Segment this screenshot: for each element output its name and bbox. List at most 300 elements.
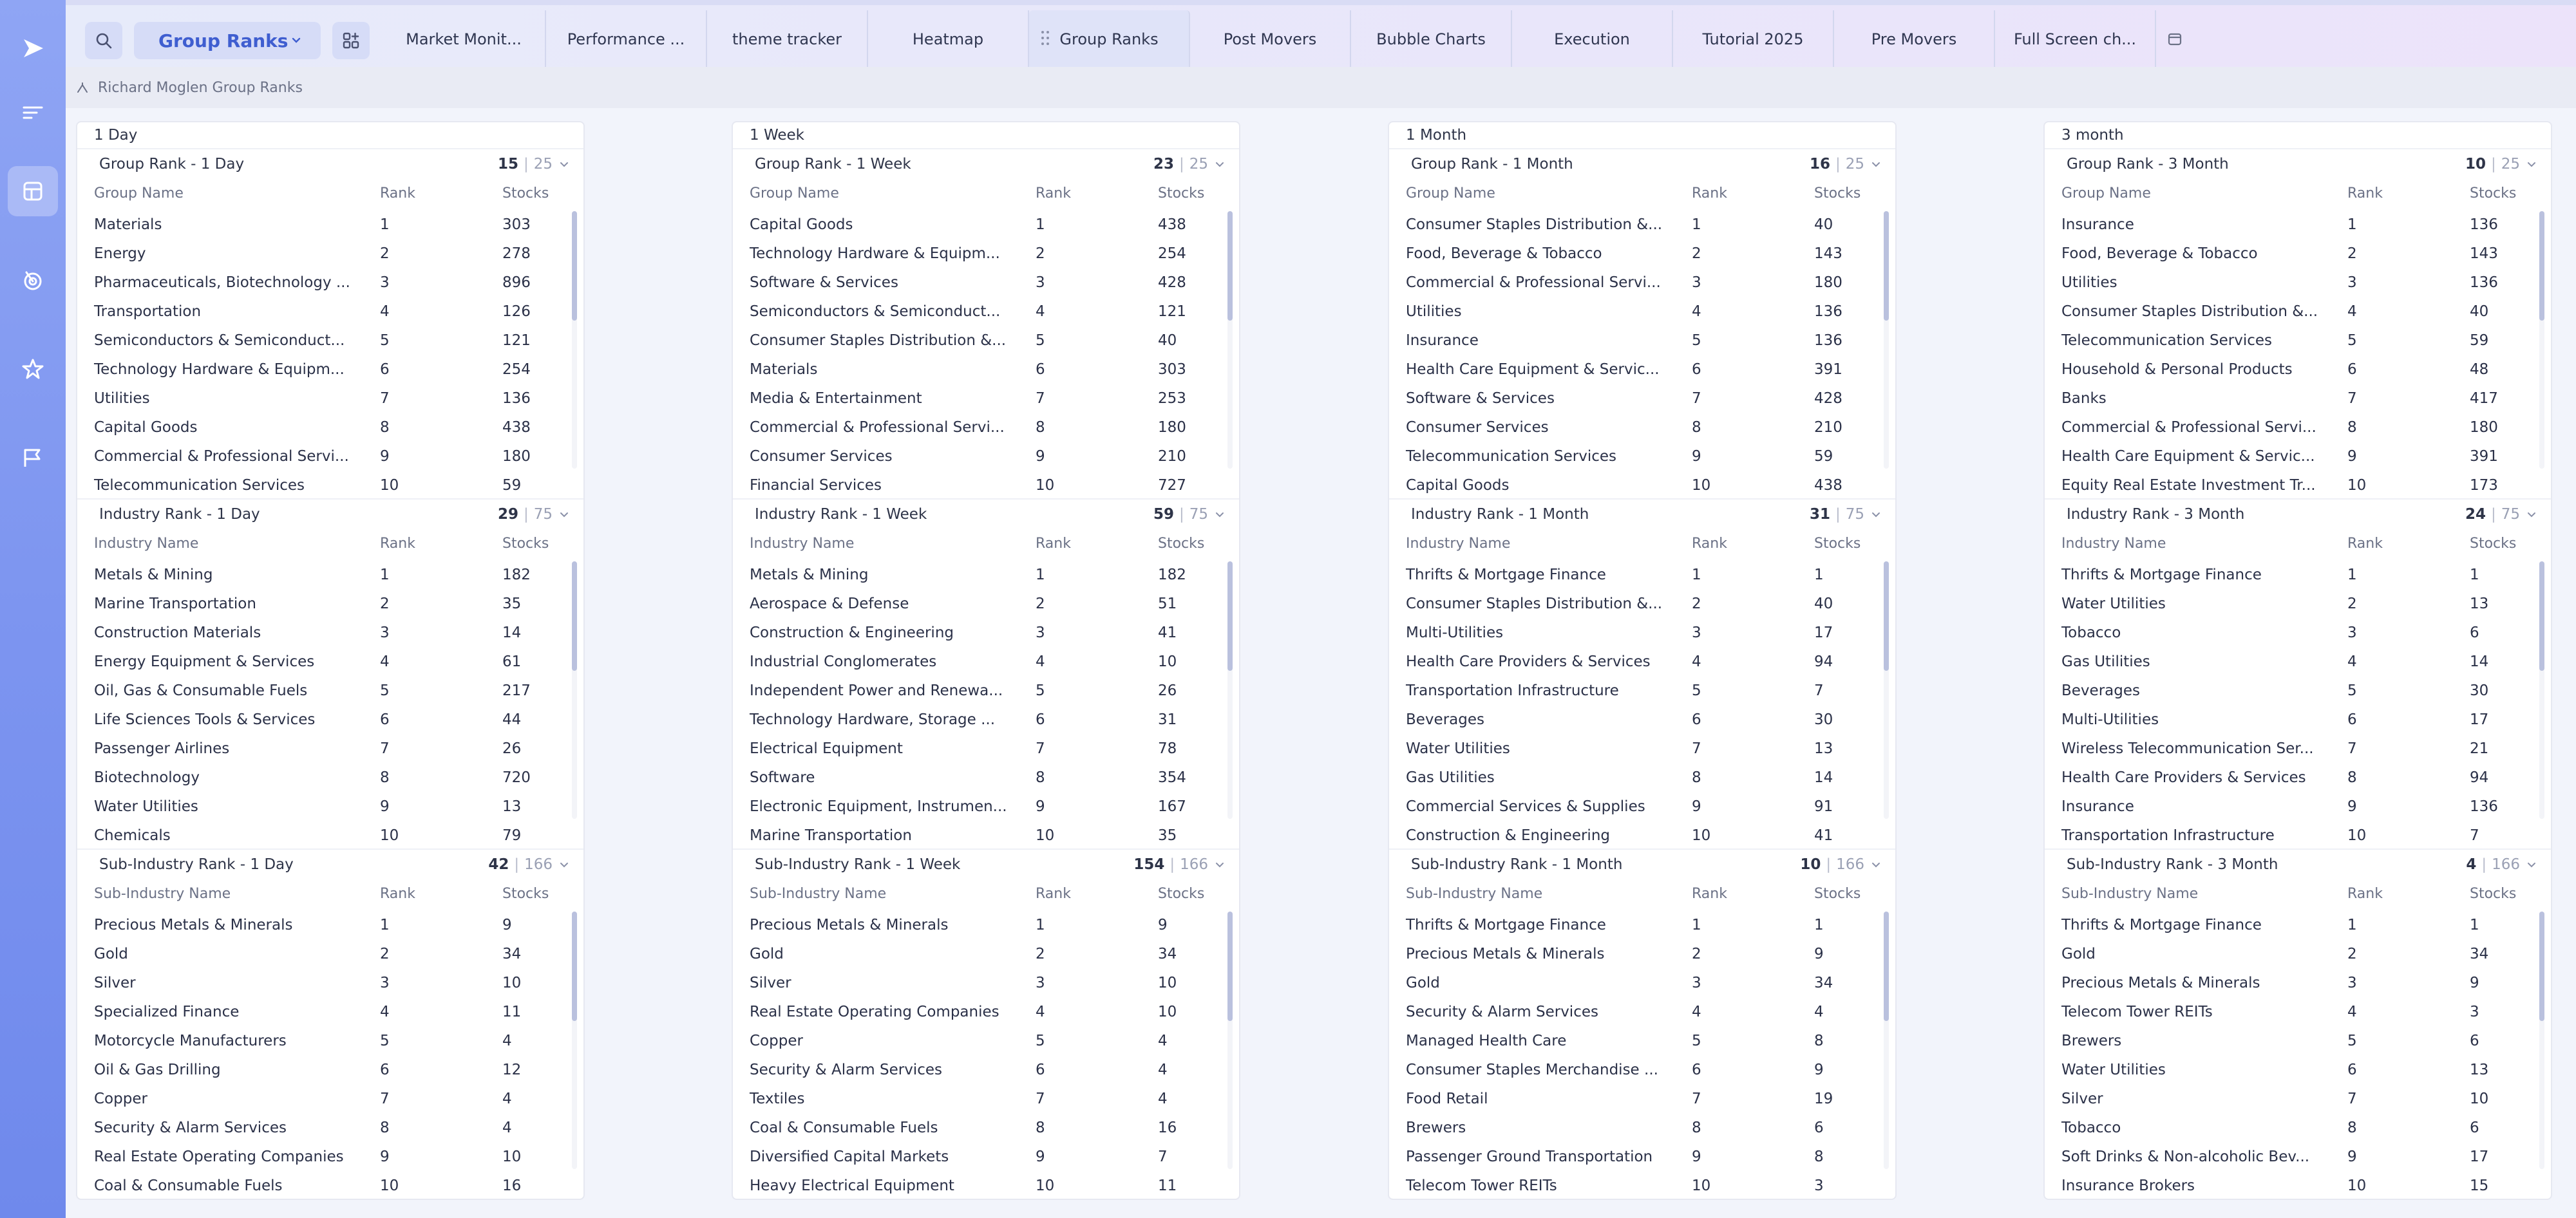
cell-name: Commercial & Professional Servi... [750,418,1005,436]
flag-chart-icon[interactable] [8,433,58,483]
table-row[interactable] [2045,705,2551,734]
header-name[interactable]: Sub-Industry Name [750,885,887,902]
chevron-down-icon[interactable] [559,859,569,870]
tab-2[interactable] [707,10,868,68]
table-row[interactable] [2045,939,2551,968]
count-separator: | [1826,856,1832,873]
cell-name: Silver [750,974,791,991]
cell-name: Technology Hardware & Equipm... [94,361,345,378]
chevron-down-icon[interactable] [1215,509,1225,520]
table-header [77,879,583,908]
scrollbar-thumb[interactable] [1884,211,1889,321]
chevron-down-icon[interactable] [2526,859,2537,870]
cell-rank: 8 [2347,769,2357,786]
cell-rank: 8 [380,1119,390,1136]
table-row[interactable] [733,1084,1239,1113]
tab-9[interactable] [1834,10,1995,68]
table-row[interactable] [1389,763,1895,792]
tab-10[interactable] [1995,10,2156,68]
section-count: 24 [2465,506,2486,523]
header-rank[interactable]: Rank [380,185,415,201]
table-row[interactable] [733,1113,1239,1142]
tab-4[interactable] [1029,10,1190,68]
table-row[interactable] [2045,647,2551,676]
add-tab-button[interactable] [2156,10,2195,68]
table-row[interactable] [1389,647,1895,676]
cell-stocks: 31 [1158,711,1177,728]
header-stocks[interactable]: Stocks [2470,885,2517,902]
table-row[interactable] [1389,1142,1895,1171]
table-row[interactable] [733,939,1239,968]
table-row[interactable] [77,1142,583,1171]
table-row[interactable] [2045,268,2551,297]
table-row[interactable] [77,910,583,939]
header-rank[interactable]: Rank [1692,185,1727,201]
table-row[interactable] [1389,618,1895,647]
table-row[interactable] [77,560,583,589]
table-row[interactable] [77,413,583,442]
table-row[interactable] [2045,618,2551,647]
search-button[interactable] [85,22,122,59]
header-stocks[interactable]: Stocks [1158,885,1205,902]
table-row[interactable] [2045,413,2551,442]
chevron-down-icon[interactable] [1871,859,1881,870]
section-header[interactable] [2045,848,2551,879]
star-icon[interactable] [8,344,58,394]
cell-stocks: 7 [2470,827,2479,844]
table-row[interactable] [1389,734,1895,763]
header-rank[interactable]: Rank [1692,535,1727,552]
table-row[interactable] [1389,1113,1895,1142]
table-row[interactable] [2045,589,2551,618]
table-row[interactable] [1389,1084,1895,1113]
table-row[interactable] [733,997,1239,1026]
table-row[interactable] [2045,910,2551,939]
tab-7[interactable] [1512,10,1673,68]
scrollbar-thumb[interactable] [1884,561,1889,671]
scrollbar[interactable] [2539,211,2544,469]
table-row[interactable] [2045,1171,2551,1200]
table-row[interactable] [733,1142,1239,1171]
section-total: 75 [1189,506,1208,523]
scrollbar-thumb[interactable] [1884,912,1889,1021]
table-body [2045,908,2551,1194]
table-header [2045,529,2551,557]
tab-label: Market Monit... [406,30,522,48]
cell-name: Copper [750,1032,803,1049]
section-header[interactable] [733,498,1239,529]
cell-name: Metals & Mining [750,566,869,583]
cell-name: Telecommunication Services [94,476,305,494]
radar-icon[interactable] [8,255,58,305]
table-row[interactable] [1389,384,1895,413]
drag-handle-icon[interactable] [1041,30,1050,46]
scrollbar[interactable] [572,211,577,469]
table-row[interactable] [77,1026,583,1055]
table-row[interactable] [733,268,1239,297]
table-row[interactable] [1389,589,1895,618]
cell-stocks: 35 [1158,827,1177,844]
header-stocks[interactable]: Stocks [1814,885,1861,902]
cell-rank: 4 [380,1003,390,1020]
chevron-down-icon[interactable] [2526,509,2537,520]
table-row[interactable] [1389,1171,1895,1200]
table-row[interactable] [733,239,1239,268]
table-row[interactable] [733,560,1239,589]
scrollbar[interactable] [572,912,577,1169]
section-header[interactable] [733,148,1239,179]
cell-rank: 2 [380,945,390,962]
header-stocks[interactable]: Stocks [502,535,549,552]
table-row[interactable] [733,676,1239,705]
section-header[interactable] [1389,848,1895,879]
tab-label: Heatmap [912,30,984,48]
table-row[interactable] [733,734,1239,763]
chevron-down-icon[interactable] [1215,159,1225,169]
cell-name: Energy Equipment & Services [94,653,315,670]
chevron-down-icon[interactable] [559,509,569,520]
cell-name: Oil, Gas & Consumable Fuels [94,682,308,699]
cell-stocks: 12 [502,1061,522,1078]
cell-stocks: 210 [1158,447,1186,465]
tab-8[interactable] [1673,10,1834,68]
header-name[interactable]: Industry Name [1406,535,1511,552]
scrollbar[interactable] [1884,912,1889,1169]
scrollbar-thumb[interactable] [572,211,577,321]
header-name[interactable]: Group Name [94,185,184,201]
table-row[interactable] [2045,239,2551,268]
table-row[interactable] [733,384,1239,413]
table-row[interactable] [2045,676,2551,705]
section-header[interactable] [77,848,583,879]
cell-stocks: 19 [1814,1090,1833,1107]
chevron-down-icon [290,34,303,47]
table-row[interactable] [77,210,583,239]
header-name[interactable]: Sub-Industry Name [2061,885,2199,902]
table-row[interactable] [733,471,1239,500]
table-row[interactable] [77,268,583,297]
tab-1[interactable] [546,10,707,68]
cell-rank: 1 [2347,916,2357,933]
header-rank[interactable]: Rank [2347,535,2383,552]
table-row[interactable] [1389,442,1895,471]
table-row[interactable] [77,821,583,850]
table-header [77,529,583,557]
table-row[interactable] [1389,239,1895,268]
table-row[interactable] [77,763,583,792]
cell-stocks: 143 [1814,245,1842,262]
table-row[interactable] [77,1084,583,1113]
widgets-button[interactable] [332,22,370,59]
table-row[interactable] [1389,413,1895,442]
table-row[interactable] [2045,763,2551,792]
scrollbar-thumb[interactable] [572,561,577,671]
header-stocks[interactable]: Stocks [2470,185,2517,201]
table-row[interactable] [2045,968,2551,997]
table-row[interactable] [733,1055,1239,1084]
column-title [733,122,1239,148]
header-rank[interactable]: Rank [1036,885,1071,902]
table-row[interactable] [733,355,1239,384]
table-row[interactable] [1389,1026,1895,1055]
tab-0[interactable] [383,10,546,68]
table-row[interactable] [1389,821,1895,850]
table-row[interactable] [77,442,583,471]
table-row[interactable] [733,618,1239,647]
table-row[interactable] [77,471,583,500]
table-row[interactable] [77,1113,583,1142]
table-row[interactable] [733,821,1239,850]
cell-stocks: 59 [1814,447,1833,465]
cell-rank: 2 [2347,945,2357,962]
cell-stocks: 303 [1158,361,1186,378]
table-row[interactable] [1389,1055,1895,1084]
cell-stocks: 6 [1814,1119,1824,1136]
cell-rank: 7 [1036,740,1045,757]
table-row[interactable] [2045,297,2551,326]
header-rank[interactable]: Rank [380,885,415,902]
cell-rank: 5 [1692,332,1701,349]
scrollbar[interactable] [2539,912,2544,1169]
cell-name: Transportation Infrastructure [1406,682,1619,699]
header-stocks[interactable]: Stocks [1158,185,1205,201]
table-row[interactable] [77,1055,583,1084]
table-row[interactable] [2045,1142,2551,1171]
table-row[interactable] [77,355,583,384]
view-select[interactable] [134,22,321,59]
header-name[interactable]: Sub-Industry Name [94,885,231,902]
header-name[interactable]: Industry Name [750,535,855,552]
section-header[interactable] [77,148,583,179]
scrollbar-thumb[interactable] [2539,912,2544,1021]
cell-stocks: 14 [502,624,522,641]
chevron-down-icon[interactable] [1871,509,1881,520]
table-row[interactable] [77,589,583,618]
header-name[interactable]: Group Name [2061,185,2151,201]
header-rank[interactable]: Rank [1036,535,1071,552]
cell-rank: 8 [1692,1119,1701,1136]
cell-name: Materials [750,361,818,378]
section-header[interactable] [77,498,583,529]
table-row[interactable] [2045,384,2551,413]
table-row[interactable] [2045,792,2551,821]
header-name[interactable]: Sub-Industry Name [1406,885,1543,902]
table-row[interactable] [733,792,1239,821]
header-name[interactable]: Industry Name [94,535,199,552]
cell-name: Thrifts & Mortgage Finance [1406,566,1606,583]
header-stocks[interactable]: Stocks [502,185,549,201]
table-row[interactable] [77,939,583,968]
cell-rank: 4 [1692,303,1701,320]
table-row[interactable] [733,326,1239,355]
section-header[interactable] [2045,498,2551,529]
scrollbar[interactable] [1227,211,1233,469]
cell-rank: 3 [1036,624,1045,641]
cell-name: Transportation Infrastructure [2061,827,2275,844]
table-row[interactable] [77,647,583,676]
table-row[interactable] [77,239,583,268]
tab-3[interactable] [868,10,1029,68]
table-row[interactable] [77,676,583,705]
play-logo-icon[interactable] [8,23,58,73]
tab-5[interactable] [1190,10,1351,68]
table-row[interactable] [77,326,583,355]
table-row[interactable] [733,647,1239,676]
cell-name: Materials [94,216,162,233]
table-row[interactable] [1389,705,1895,734]
layout-icon[interactable] [8,166,58,216]
header-stocks[interactable]: Stocks [1158,535,1205,552]
table-row[interactable] [733,968,1239,997]
chevron-down-icon[interactable] [1215,859,1225,870]
scrollbar-thumb[interactable] [572,912,577,1021]
table-row[interactable] [77,618,583,647]
scrollbar-thumb[interactable] [2539,561,2544,671]
chevron-down-icon[interactable] [2526,159,2537,169]
cell-name: Gold [1406,974,1440,991]
header-stocks[interactable]: Stocks [502,885,549,902]
header-rank[interactable]: Rank [2347,185,2383,201]
table-row[interactable] [2045,210,2551,239]
scrollbar-thumb[interactable] [1227,561,1233,671]
header-rank[interactable]: Rank [1036,185,1071,201]
header-rank[interactable]: Rank [1692,885,1727,902]
chevron-down-icon[interactable] [1871,159,1881,169]
cell-name: Security & Alarm Services [94,1119,287,1136]
section-header[interactable] [1389,148,1895,179]
table-row[interactable] [1389,792,1895,821]
cell-rank: 5 [380,332,390,349]
table-row[interactable] [2045,560,2551,589]
scrollbar-thumb[interactable] [1227,211,1233,321]
table-row[interactable] [2045,326,2551,355]
table-row[interactable] [1389,968,1895,997]
chevron-down-icon[interactable] [559,159,569,169]
table-row[interactable] [77,384,583,413]
column-title-text: 1 Week [750,127,804,144]
table-row[interactable] [733,589,1239,618]
table-row[interactable] [2045,1055,2551,1084]
cell-name: Gas Utilities [2061,653,2150,670]
cell-name: Construction & Engineering [750,624,954,641]
cell-rank: 1 [1036,916,1045,933]
table-row[interactable] [2045,821,2551,850]
cell-stocks: 896 [502,274,531,291]
table-row[interactable] [1389,910,1895,939]
scrollbar-thumb[interactable] [2539,211,2544,321]
table-row[interactable] [1389,939,1895,968]
table-row[interactable] [1389,676,1895,705]
header-stocks[interactable]: Stocks [1814,535,1861,552]
table-row[interactable] [733,1026,1239,1055]
header-rank[interactable]: Rank [380,535,415,552]
table-row[interactable] [2045,442,2551,471]
section-header[interactable] [733,848,1239,879]
scrollbar-thumb[interactable] [1227,912,1233,1021]
table-row[interactable] [2045,997,2551,1026]
table-row[interactable] [2045,471,2551,500]
table-row[interactable] [77,968,583,997]
table-row[interactable] [1389,471,1895,500]
table-row[interactable] [1389,297,1895,326]
table-row[interactable] [733,705,1239,734]
cell-name: Silver [2061,1090,2103,1107]
section-header[interactable] [1389,498,1895,529]
table-row[interactable] [733,210,1239,239]
table-row[interactable] [733,763,1239,792]
table-row[interactable] [77,297,583,326]
table-row[interactable] [2045,355,2551,384]
table-row[interactable] [2045,1084,2551,1113]
table-row[interactable] [733,1171,1239,1200]
section-header[interactable] [2045,148,2551,179]
cell-stocks: 180 [502,447,531,465]
table-row[interactable] [1389,560,1895,589]
table-row[interactable] [2045,734,2551,763]
cell-rank: 6 [380,711,390,728]
cell-stocks: 4 [1814,1003,1824,1020]
table-row[interactable] [1389,268,1895,297]
table-row[interactable] [2045,1026,2551,1055]
header-stocks[interactable]: Stocks [2470,535,2517,552]
cell-rank: 3 [380,974,390,991]
tab-strip [383,10,2195,68]
scrollbar[interactable] [1227,561,1233,819]
header-name[interactable]: Group Name [1406,185,1495,201]
scrollbar[interactable] [572,561,577,819]
cell-name: Health Care Providers & Services [2061,769,2306,786]
table-row[interactable] [733,413,1239,442]
cell-rank: 6 [1036,711,1045,728]
table-row[interactable] [77,792,583,821]
table-row[interactable] [1389,997,1895,1026]
table-row[interactable] [77,997,583,1026]
cell-rank: 2 [380,245,390,262]
cell-rank: 3 [380,274,390,291]
scrollbar[interactable] [2539,561,2544,819]
table-row[interactable] [733,297,1239,326]
header-name[interactable]: Group Name [750,185,839,201]
table-row[interactable] [2045,1113,2551,1142]
table-row[interactable] [1389,355,1895,384]
table-row[interactable] [1389,210,1895,239]
cell-stocks: 3 [1814,1177,1824,1194]
header-stocks[interactable]: Stocks [1814,185,1861,201]
scrollbar[interactable] [1884,561,1889,819]
table-row[interactable] [733,442,1239,471]
table-row[interactable] [77,734,583,763]
cell-stocks: 34 [1814,974,1833,991]
table-row[interactable] [1389,326,1895,355]
table-row[interactable] [77,705,583,734]
cell-name: Software & Services [1406,389,1555,407]
cell-rank: 8 [1036,1119,1045,1136]
tab-6[interactable] [1351,10,1512,68]
cell-rank: 2 [1692,595,1701,612]
scrollbar[interactable] [1884,211,1889,469]
header-rank[interactable]: Rank [2347,885,2383,902]
table-row[interactable] [77,1171,583,1200]
cell-rank: 5 [2347,682,2357,699]
table-body [1389,207,1895,494]
header-name[interactable]: Industry Name [2061,535,2166,552]
cell-stocks: 8 [1814,1148,1824,1165]
cell-rank: 7 [1692,389,1701,407]
cell-rank: 1 [1692,916,1701,933]
menu-lines-icon[interactable] [8,88,58,138]
scrollbar[interactable] [1227,912,1233,1169]
table-row[interactable] [733,910,1239,939]
